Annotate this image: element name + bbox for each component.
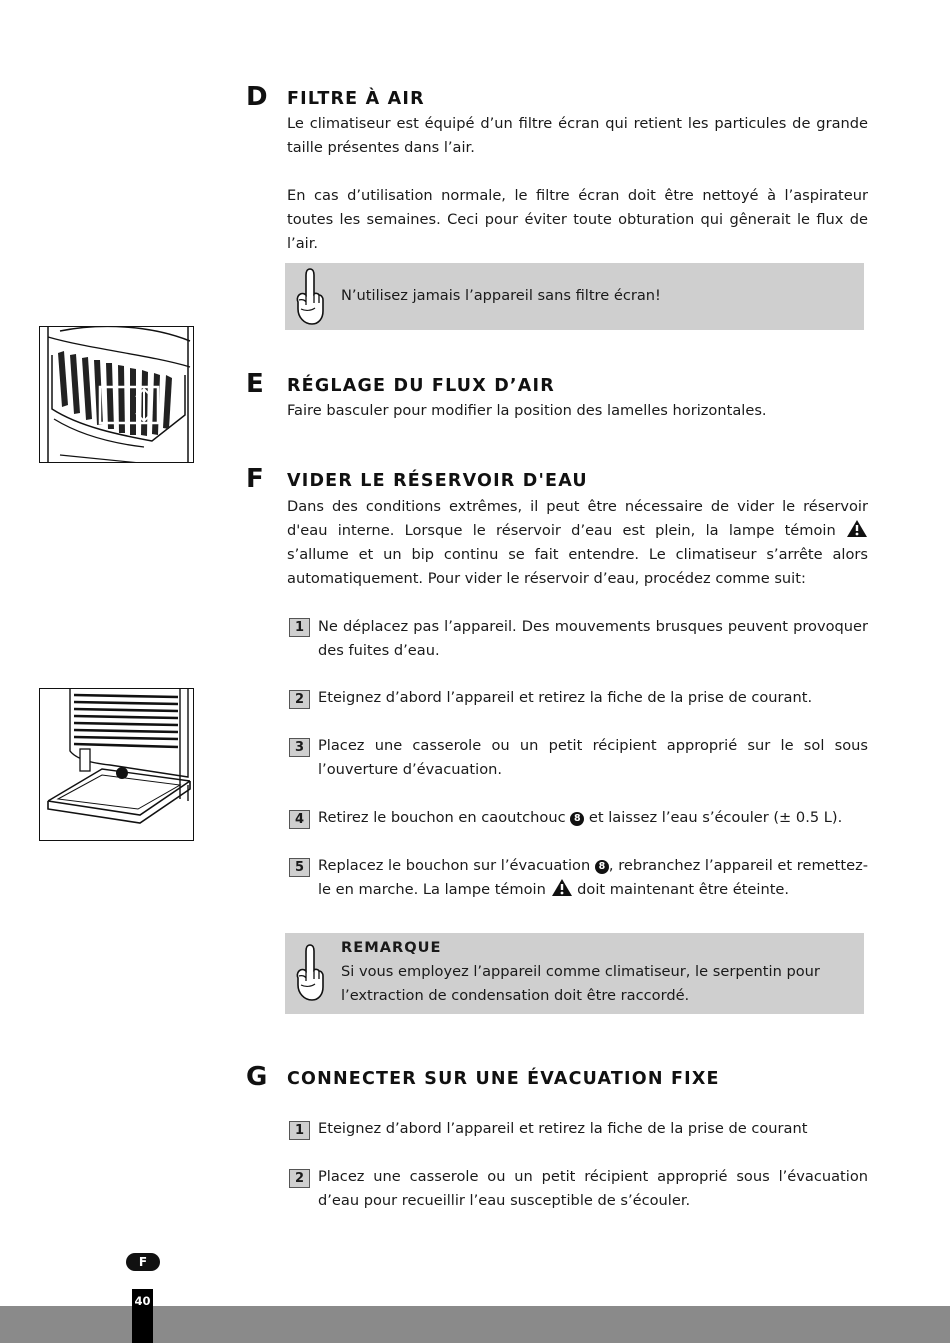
- figure-air-louvres: [39, 326, 194, 463]
- step-text-part: doit maintenant être éteinte.: [572, 881, 790, 898]
- section-g-title: CONNECTER SUR UNE ÉVACUATION FIXE: [287, 1069, 720, 1089]
- step-number-badge: 2: [289, 1169, 310, 1188]
- figure-water-drain: [39, 688, 194, 841]
- note-text-filter: N’utilisez jamais l’appareil sans filtre écran!: [341, 287, 661, 304]
- pointing-hand-icon: [293, 267, 325, 327]
- section-f-intro-part-1: Dans des conditions extrêmes, il peut être nécessaire de vider le réservoir d'eau interne. Lorsque le réservoir d’eau est plein, la lampe témoin: [287, 498, 868, 539]
- step-text: [318, 806, 868, 830]
- section-f-intro-part-2: s’allume et un bip continu se fait entendre. Le climatiseur s’arrête alors automatiquement. Pour vider le réservoir d’eau, procédez comme suit:: [287, 546, 868, 587]
- section-d-paragraph-1: Le climatiseur est équipé d’un filtre écran qui retient les particules de grande taille présentes dans l’air.: [287, 115, 868, 156]
- step-text: Placez une casserole ou un petit récipient approprié sur le sol sous l’ouverture d’évacuation.: [318, 737, 868, 778]
- section-d-title: FILTRE À AIR: [287, 89, 425, 109]
- section-d-paragraph-2: En cas d’utilisation normale, le filtre écran doit être nettoyé à l’aspirateur toutes les semaines. Ceci pour éviter toute obturation qui gênerait le flux de l’air.: [287, 187, 868, 252]
- remark-text: Si vous employez l’appareil comme climatiseur, le serpentin pour l’extraction de condensation doit être raccordé.: [341, 963, 820, 1004]
- section-e-paragraph: Faire basculer pour modifier la position des lamelles horizontales.: [287, 402, 767, 419]
- section-d-letter: D: [246, 82, 268, 112]
- step-text: Eteignez d’abord l’appareil et retirez la fiche de la prise de courant.: [318, 689, 813, 706]
- section-f-letter: F: [246, 464, 264, 494]
- note-box-filter: [285, 263, 864, 330]
- warning-triangle-icon: [846, 519, 868, 538]
- step-number-badge: 1: [289, 618, 310, 637]
- step-number-badge: 4: [289, 810, 310, 829]
- section-e-letter: E: [246, 369, 264, 399]
- warning-triangle-icon: [551, 878, 573, 897]
- step-text-part: , rebranchez l’appareil et remettez-le en marche. La lampe témoin: [318, 857, 868, 898]
- step-text: Ne déplacez pas l’appareil. Des mouvements brusques peuvent provoquer des fuites d’eau.: [318, 618, 868, 659]
- remark-content: [341, 936, 824, 1008]
- step-text-part: Replacez le bouchon sur l’évacuation: [318, 857, 595, 874]
- step-number-badge: 5: [289, 858, 310, 877]
- reference-number-badge: 8: [570, 812, 584, 826]
- section-f-title: VIDER LE RÉSERVOIR D'EAU: [287, 471, 588, 491]
- step-text-part: et laissez l’eau s’écouler (± 0.5 L).: [584, 809, 843, 826]
- step-text: Eteignez d’abord l’appareil et retirez la fiche de la prise de courant: [318, 1120, 808, 1137]
- remark-title: REMARQUE: [341, 939, 442, 956]
- step-number-badge: 2: [289, 690, 310, 709]
- section-g-letter: G: [246, 1062, 268, 1092]
- page-number: 40: [134, 1294, 151, 1308]
- section-f-intro: [287, 495, 868, 591]
- step-text: Placez une casserole ou un petit récipient approprié sous l’évacuation d’eau pour recueillir l’eau susceptible de s’écouler.: [318, 1168, 868, 1209]
- reference-number-badge: 8: [595, 860, 609, 874]
- pointing-hand-icon: [293, 943, 325, 1003]
- step-number-badge: 1: [289, 1121, 310, 1140]
- step-number-badge: 3: [289, 738, 310, 757]
- step-text: [318, 854, 868, 902]
- section-e-title: RÉGLAGE DU FLUX D’AIR: [287, 376, 555, 396]
- remark-box: [285, 933, 864, 1014]
- step-text-part: Retirez le bouchon en caoutchouc: [318, 809, 571, 826]
- language-badge: F: [126, 1253, 160, 1271]
